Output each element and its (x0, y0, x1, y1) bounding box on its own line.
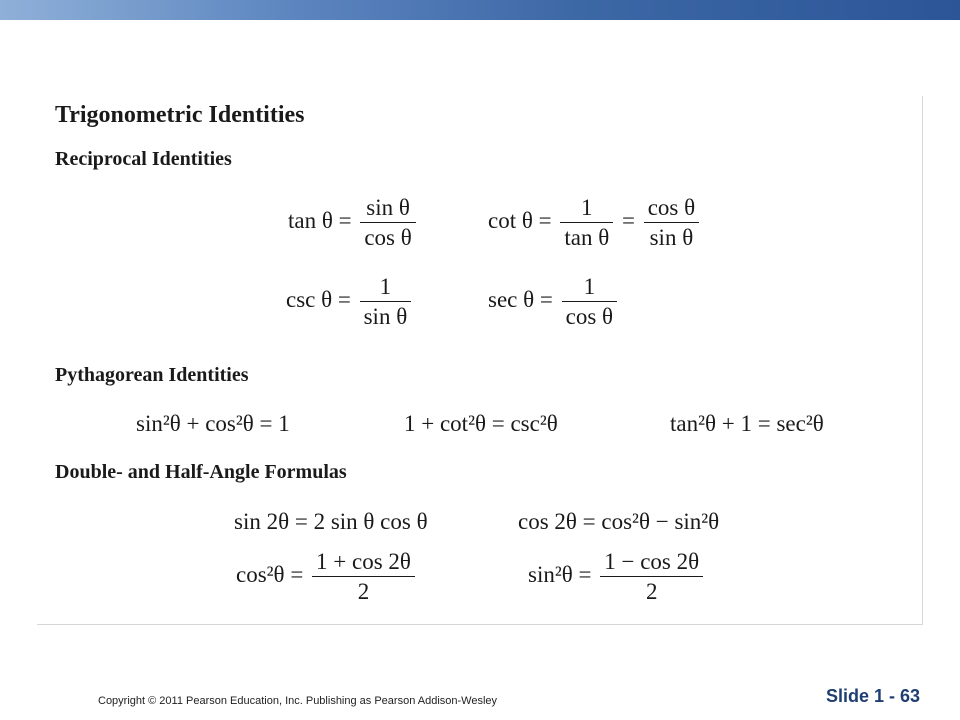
cot-fraction-1 (560, 196, 613, 249)
equation-tan (288, 196, 419, 249)
csc-numerator: 1 (379, 274, 392, 299)
sin-half-lhs: sin²θ = (528, 561, 592, 587)
sec-denominator: cos θ (562, 301, 617, 328)
section-double-half: Double- and Half-Angle Formulas (55, 461, 347, 483)
cot-denominator-1: tan θ (560, 222, 613, 249)
tan-denominator: cos θ (360, 222, 415, 249)
csc-lhs: csc θ = (286, 286, 351, 312)
csc-fraction (360, 275, 412, 328)
tan-numerator: sin θ (366, 195, 410, 220)
sec-numerator: 1 (583, 274, 596, 299)
cos-half-denominator: 2 (312, 576, 415, 603)
tan-lhs: tan θ = (288, 207, 352, 233)
equation-cos-half (236, 550, 418, 603)
csc-denominator: sin θ (360, 301, 412, 328)
equation-csc (286, 275, 414, 328)
slide-number: Slide 1 - 63 (825, 686, 920, 706)
equation-sin-half (528, 550, 706, 603)
equation-pythagorean-3: tan²θ + 1 = sec²θ (670, 411, 824, 436)
equation-pythagorean-1: sin²θ + cos²θ = 1 (136, 411, 290, 436)
equation-sec (488, 275, 620, 328)
equation-cot (488, 196, 702, 249)
sin-half-denominator: 2 (600, 576, 703, 603)
tan-fraction (360, 196, 415, 249)
cos-half-numerator: 1 + cos 2θ (316, 549, 411, 574)
page-title: Trigonometric Identities (55, 102, 305, 128)
sin-half-numerator: 1 − cos 2θ (604, 549, 700, 574)
section-reciprocal: Reciprocal Identities (55, 148, 232, 170)
equation-sin-double: sin 2θ = 2 sin θ cos θ (234, 509, 428, 534)
cot-numerator-2: cos θ (647, 195, 696, 220)
identities-panel (37, 96, 923, 625)
cot-denominator-2: sin θ (644, 222, 699, 249)
sec-lhs: sec θ = (488, 286, 553, 312)
equation-cos-double: cos 2θ = cos²θ − sin²θ (518, 509, 720, 534)
sin-half-fraction (600, 550, 703, 603)
cot-fraction-2 (644, 196, 699, 249)
section-pythagorean: Pythagorean Identities (55, 364, 249, 386)
cos-half-fraction (312, 550, 415, 603)
cot-numerator-1: 1 (581, 195, 593, 220)
sec-fraction (562, 275, 617, 328)
equals-sign: = (621, 207, 635, 233)
copyright-text: Copyright © 2011 Pearson Education, Inc. Publishing as Pearson Addison-Wesley (98, 695, 498, 707)
header-bar (0, 0, 960, 20)
cot-lhs: cot θ = (488, 207, 552, 233)
equation-pythagorean-2: 1 + cot²θ = csc²θ (404, 411, 558, 436)
cos-half-lhs: cos²θ = (236, 561, 304, 587)
